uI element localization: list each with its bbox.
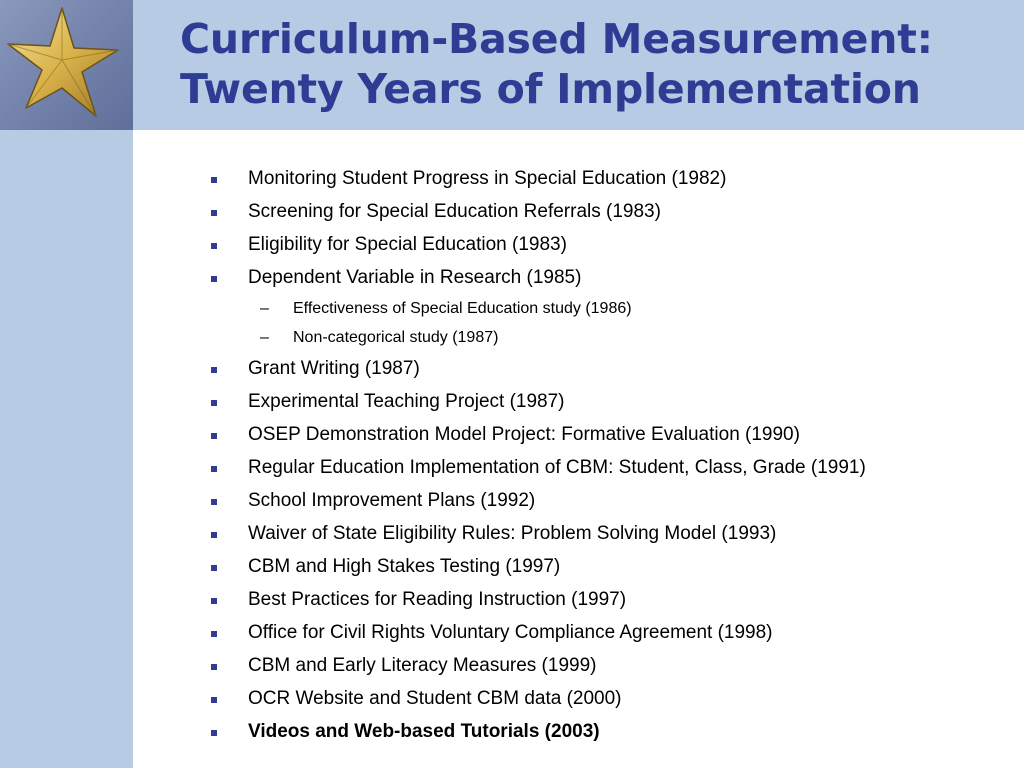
list-item: Eligibility for Special Education (1983) — [210, 232, 950, 258]
list-item: Grant Writing (1987) — [210, 356, 950, 382]
sub-list-item: – Effectiveness of Special Education study (1986) — [210, 298, 950, 320]
list-item: Office for Civil Rights Voluntary Compliance Agreement (1998) — [210, 620, 950, 646]
list-item: CBM and High Stakes Testing (1997) — [210, 554, 950, 580]
title-line-1: Curriculum-Based Measurement: — [180, 15, 933, 63]
list-item: School Improvement Plans (1992) — [210, 488, 950, 514]
list-item: Best Practices for Reading Instruction (1997) — [210, 587, 950, 613]
list-item: Experimental Teaching Project (1987) — [210, 389, 950, 415]
title-line-2: Twenty Years of Implementation — [180, 65, 921, 113]
list-item: Monitoring Student Progress in Special Education (1982) — [210, 166, 950, 192]
logo — [0, 0, 133, 130]
slide-title — [180, 14, 1000, 114]
list-item: CBM and Early Literacy Measures (1999) — [210, 653, 950, 679]
sub-list-item: – Non-categorical study (1987) — [210, 327, 950, 349]
list-item: Videos and Web-based Tutorials (2003) — [210, 719, 950, 745]
list-item: OCR Website and Student CBM data (2000) — [210, 686, 950, 712]
list-item: Screening for Special Education Referrals (1983) — [210, 199, 950, 225]
star-icon — [0, 0, 133, 130]
list-item: Regular Education Implementation of CBM: Student, Class, Grade (1991) — [210, 455, 928, 481]
list-item: Dependent Variable in Research (1985) — [210, 265, 950, 291]
list-item: Waiver of State Eligibility Rules: Problem Solving Model (1993) — [210, 521, 950, 547]
list-item: OSEP Demonstration Model Project: Formative Evaluation (1990) — [210, 422, 950, 448]
bullet-list — [210, 166, 950, 752]
